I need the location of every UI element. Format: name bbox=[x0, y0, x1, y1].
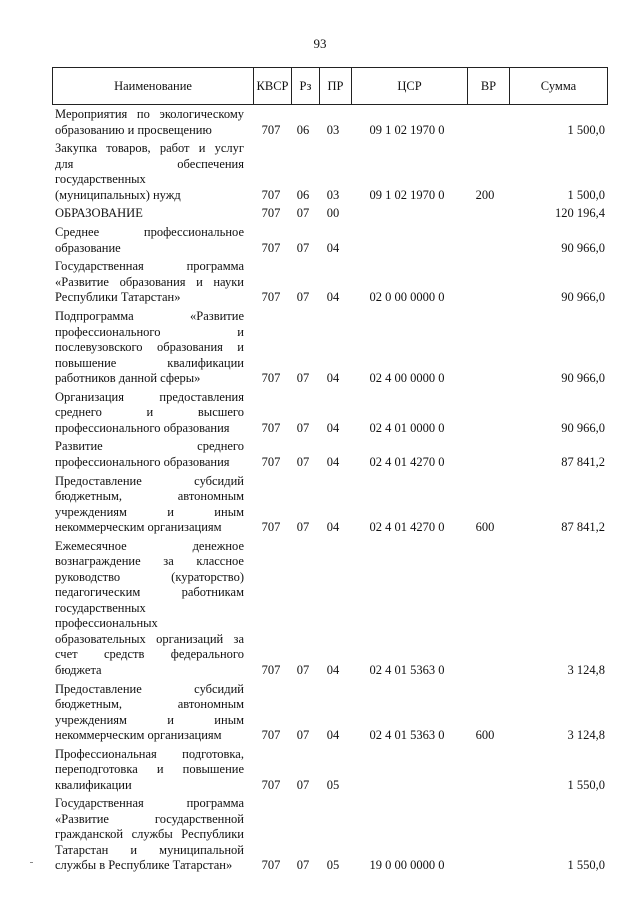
row-rz: 07 bbox=[296, 728, 310, 742]
row-kvsr: 707 bbox=[261, 728, 281, 742]
row-name-line: педагогическим работникам bbox=[55, 585, 244, 600]
row-pr: 05 bbox=[326, 777, 340, 792]
row-kvsr: 707 bbox=[261, 662, 281, 677]
row-name-line: профессионального образования bbox=[55, 454, 230, 469]
row-rz: 06 bbox=[296, 122, 310, 137]
row-csr: 09 1 02 1970 0 bbox=[369, 187, 445, 202]
table-header bbox=[52, 67, 608, 105]
row-pr: 00 bbox=[326, 206, 340, 221]
row-name-line: «Развитие государственной bbox=[55, 811, 244, 826]
row-name-line: счет средств федерального bbox=[55, 647, 244, 662]
row-name-line: бюджета bbox=[55, 662, 102, 677]
row-name bbox=[55, 259, 244, 306]
page-number: 93 bbox=[313, 36, 327, 51]
row-name-line: ОБРАЗОВАНИЕ bbox=[55, 206, 143, 221]
row-kvsr: 707 bbox=[261, 290, 281, 305]
row-pr: 04 bbox=[326, 420, 340, 435]
row-name-line: Организация предоставления bbox=[55, 389, 244, 404]
row-pr: 04 bbox=[326, 520, 340, 535]
row-name-line: послевузовского образования и bbox=[55, 340, 244, 354]
row-name-line: повышение квалификации bbox=[55, 355, 244, 370]
row-kvsr: 707 bbox=[261, 420, 281, 435]
row-kvsr: 707 bbox=[261, 777, 281, 792]
header-rz: Рз bbox=[292, 68, 320, 104]
row-name-line: бюджетным, автономным bbox=[55, 697, 244, 711]
row-name-line: образованию и просвещению bbox=[55, 122, 212, 137]
row-name-line: Ежемесячное денежное bbox=[55, 538, 244, 553]
header-pr: ПР bbox=[320, 68, 352, 104]
row-pr: 04 bbox=[326, 240, 340, 255]
header-csr: ЦСР bbox=[352, 68, 468, 104]
row-name-line: службы в Республике Татарстан» bbox=[55, 858, 233, 873]
row-sum: 1 550,0 bbox=[567, 777, 605, 792]
row-name-line: Подпрограмма «Развитие bbox=[55, 309, 244, 323]
row-sum: 1 500,0 bbox=[567, 122, 605, 137]
row-name-line: Закупка товаров, работ и услуг bbox=[55, 141, 244, 156]
row-rz: 07 bbox=[296, 858, 310, 873]
row-rz: 07 bbox=[296, 290, 310, 305]
row-name-line: руководство (кураторство) bbox=[55, 569, 244, 584]
row-name-line: Среднее профессиональное bbox=[55, 225, 244, 240]
header-name: Наименование bbox=[53, 68, 254, 104]
row-name-line: Мероприятия по экологическому bbox=[55, 107, 244, 121]
row-name-line: государственных bbox=[55, 172, 146, 187]
row-rz: 07 bbox=[296, 662, 310, 677]
row-sum: 1 550,0 bbox=[567, 858, 605, 873]
row-sum: 3 124,8 bbox=[567, 662, 605, 677]
row-sum: 120 196,4 bbox=[555, 206, 605, 221]
row-name bbox=[55, 796, 244, 874]
row-sum: 90 966,0 bbox=[561, 290, 605, 305]
row-pr: 03 bbox=[326, 187, 340, 202]
row-name-line: работников данной сферы» bbox=[55, 371, 201, 385]
row-name bbox=[55, 474, 244, 536]
row-name bbox=[55, 682, 244, 744]
row-rz: 07 bbox=[296, 206, 310, 221]
row-kvsr: 707 bbox=[261, 240, 281, 255]
row-sum: 87 841,2 bbox=[561, 520, 605, 535]
row-name-line: Предоставление субсидий bbox=[55, 473, 244, 488]
row-rz: 07 bbox=[296, 420, 310, 435]
row-name-line: некоммерческим организациям bbox=[55, 520, 222, 535]
row-name-line: Государственная программа bbox=[55, 259, 244, 274]
row-name bbox=[55, 107, 244, 138]
row-name-line: гражданской службы Республики bbox=[55, 827, 244, 842]
row-kvsr: 707 bbox=[261, 122, 281, 137]
row-kvsr: 707 bbox=[261, 187, 281, 202]
row-name bbox=[55, 141, 244, 203]
row-csr: 02 4 01 4270 0 bbox=[369, 454, 445, 469]
row-name-line: переподготовка и повышение bbox=[55, 762, 244, 777]
row-name-line: Государственная программа bbox=[55, 796, 244, 811]
row-rz: 06 bbox=[296, 187, 310, 202]
row-csr: 02 4 01 0000 0 bbox=[369, 420, 445, 435]
header-sum: Сумма bbox=[540, 79, 577, 93]
row-name bbox=[55, 206, 244, 222]
row-name bbox=[55, 539, 244, 679]
row-kvsr: 707 bbox=[261, 454, 281, 469]
row-rz: 07 bbox=[296, 371, 310, 385]
header-vr: ВР bbox=[468, 68, 510, 104]
row-name-line: учреждениям и иным bbox=[55, 504, 244, 519]
row-name-line: Развитие среднего bbox=[55, 439, 244, 454]
scan-mark bbox=[30, 862, 33, 863]
row-csr: 02 4 01 4270 0 bbox=[369, 520, 445, 535]
row-name-line: Предоставление субсидий bbox=[55, 681, 244, 696]
row-pr: 04 bbox=[326, 662, 340, 677]
row-rz: 07 bbox=[296, 240, 310, 255]
row-csr: 02 4 01 5363 0 bbox=[369, 728, 445, 742]
row-vr: 600 bbox=[475, 520, 495, 535]
row-csr: 02 4 00 0000 0 bbox=[369, 371, 445, 385]
row-kvsr: 707 bbox=[261, 206, 281, 221]
row-pr: 05 bbox=[326, 858, 340, 873]
row-pr: 03 bbox=[326, 122, 340, 137]
row-sum: 1 500,0 bbox=[567, 187, 605, 202]
row-name-line: Татарстан и муниципальной bbox=[55, 842, 244, 857]
row-pr: 04 bbox=[326, 371, 340, 385]
row-csr: 02 4 01 5363 0 bbox=[369, 662, 445, 677]
row-name-line: образовательных организаций за bbox=[55, 631, 244, 646]
row-name-line: некоммерческим организациям bbox=[55, 728, 222, 742]
row-name bbox=[55, 390, 244, 437]
row-sum: 90 966,0 bbox=[561, 240, 605, 255]
row-name bbox=[55, 747, 244, 794]
row-name-line: вознаграждение за классное bbox=[55, 554, 244, 569]
row-name-line: образование bbox=[55, 240, 121, 255]
row-name-line: среднего и высшего bbox=[55, 405, 244, 420]
row-rz: 07 bbox=[296, 454, 310, 469]
row-name-line: профессионального и bbox=[55, 324, 244, 339]
row-name-line: Профессиональная подготовка, bbox=[55, 746, 244, 761]
row-csr: 02 0 00 0000 0 bbox=[369, 290, 445, 305]
row-name-line: «Развитие образования и науки bbox=[55, 274, 244, 289]
row-kvsr: 707 bbox=[261, 858, 281, 873]
row-name-line: бюджетным, автономным bbox=[55, 489, 244, 504]
row-pr: 04 bbox=[326, 454, 340, 469]
header-kvsr: КВСР bbox=[254, 68, 292, 104]
row-sum: 87 841,2 bbox=[561, 454, 605, 469]
row-rz: 07 bbox=[296, 520, 310, 535]
row-name-line: государственных bbox=[55, 600, 146, 615]
row-csr: 19 0 00 0000 0 bbox=[369, 858, 445, 873]
row-pr: 04 bbox=[326, 728, 340, 742]
row-sum: 90 966,0 bbox=[561, 420, 605, 435]
row-name-line: профессионального образования bbox=[55, 420, 230, 435]
row-name-line: квалификации bbox=[55, 777, 132, 792]
row-pr: 04 bbox=[326, 290, 340, 305]
row-name bbox=[55, 225, 244, 256]
row-kvsr: 707 bbox=[261, 371, 281, 385]
row-csr: 09 1 02 1970 0 bbox=[369, 122, 445, 137]
row-kvsr: 707 bbox=[261, 520, 281, 535]
row-vr: 200 bbox=[475, 187, 495, 202]
row-name bbox=[55, 309, 244, 387]
row-name bbox=[55, 439, 244, 470]
row-rz: 07 bbox=[296, 777, 310, 792]
row-sum: 90 966,0 bbox=[561, 371, 605, 385]
row-sum: 3 124,8 bbox=[567, 728, 605, 742]
row-name-line: для обеспечения bbox=[55, 156, 244, 171]
row-name-line: Республики Татарстан» bbox=[55, 290, 181, 305]
row-name-line: (муниципальных) нужд bbox=[55, 187, 181, 202]
row-name-line: профессиональных bbox=[55, 616, 158, 631]
row-vr: 600 bbox=[475, 728, 495, 742]
row-name-line: учреждениям и иным bbox=[55, 712, 244, 727]
